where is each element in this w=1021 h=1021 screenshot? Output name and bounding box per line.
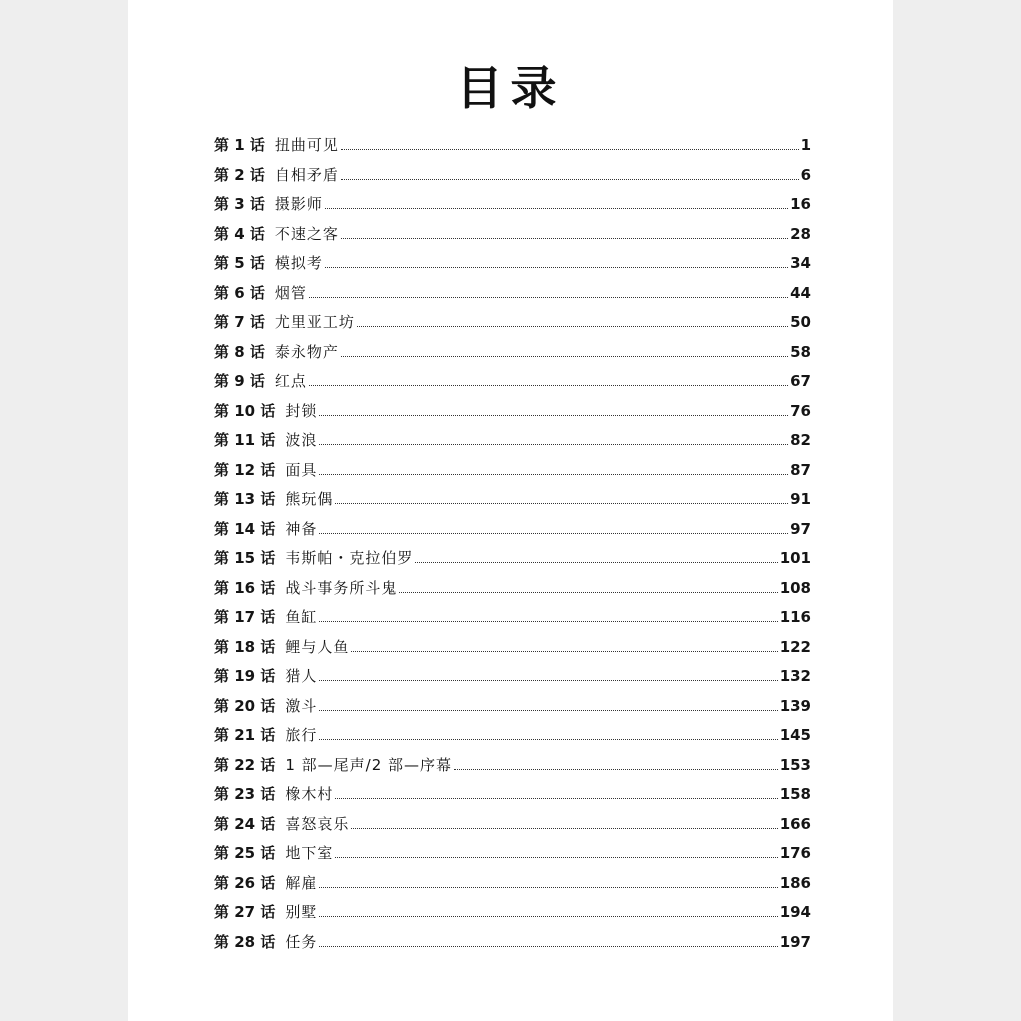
toc-entry: [214, 544, 811, 574]
toc-page-number: 82: [790, 431, 811, 449]
toc-dot-leader: [341, 238, 788, 239]
toc-episode-number: 第 20 话: [214, 696, 276, 715]
toc-episode-number: 第 26 话: [214, 873, 276, 892]
toc-dot-leader: [415, 562, 777, 563]
toc-entry: [214, 780, 811, 810]
toc-page-number: 91: [790, 490, 811, 508]
toc-dot-leader: [319, 739, 777, 740]
toc-dot-leader: [335, 857, 777, 858]
toc-entry: [214, 751, 811, 781]
toc-episode-title: 神备: [285, 519, 318, 538]
toc-page-number: 16: [790, 195, 811, 213]
toc-dot-leader: [399, 592, 777, 593]
toc-episode-number: 第 12 话: [214, 460, 276, 479]
toc-episode-number: 第 22 话: [214, 755, 276, 774]
toc-entry: [214, 869, 811, 899]
toc-episode-title: 猎人: [285, 667, 318, 685]
toc-dot-leader: [319, 474, 788, 475]
toc-episode-title: 模拟考: [274, 254, 323, 272]
toc-page-number: 6: [800, 165, 811, 184]
toc-page-number: 194: [779, 903, 811, 921]
toc-dot-leader: [351, 828, 777, 829]
toc-dot-leader: [319, 415, 788, 416]
toc-episode-title: 鲤与人鱼: [285, 637, 350, 656]
toc-episode-number: 第 1 话: [214, 136, 265, 154]
toc-dot-leader: [325, 267, 788, 268]
toc-episode-number: 第 19 话: [214, 667, 276, 685]
toc-dot-leader: [319, 444, 788, 445]
toc-page-number: 116: [779, 608, 811, 626]
toc-episode-title: 扭曲可见: [274, 136, 339, 154]
toc-entry: [214, 662, 811, 692]
toc-page-number: 58: [790, 342, 811, 361]
toc-page-number: 1: [800, 136, 811, 154]
toc-page-number: 108: [779, 578, 811, 597]
toc-entry: [214, 161, 811, 191]
toc-dot-leader: [325, 208, 788, 209]
toc-entry: [214, 839, 811, 869]
toc-episode-number: 第 28 话: [214, 932, 276, 951]
toc-entry: [214, 426, 811, 456]
toc-episode-title: 封锁: [285, 401, 318, 420]
toc-page-number: 28: [790, 224, 811, 243]
toc-page-number: 87: [790, 460, 811, 479]
toc-episode-number: 第 23 话: [214, 785, 276, 803]
toc-entry: [214, 928, 811, 958]
toc-dot-leader: [454, 769, 778, 770]
toc-episode-title: 尤里亚工坊: [274, 313, 355, 331]
toc-entry: [214, 692, 811, 722]
toc-page-number: 186: [779, 873, 811, 892]
toc-dot-leader: [309, 385, 788, 386]
toc-entry: [214, 131, 811, 161]
toc-entry: [214, 574, 811, 604]
toc-dot-leader: [341, 179, 799, 180]
toc-entry: [214, 898, 811, 928]
toc-dot-leader: [319, 621, 777, 622]
toc-dot-leader: [319, 533, 788, 534]
toc-episode-number: 第 5 话: [214, 254, 265, 272]
toc-episode-title: 烟管: [274, 283, 307, 302]
toc-episode-number: 第 6 话: [214, 283, 265, 302]
toc-entry: [214, 810, 811, 840]
toc-page-number: 132: [779, 667, 811, 685]
toc-episode-title: 喜怒哀乐: [285, 814, 350, 833]
toc-episode-title: 鱼缸: [285, 608, 318, 626]
toc-episode-title: 别墅: [285, 903, 318, 921]
toc-entry: [214, 338, 811, 368]
toc-episode-number: 第 14 话: [214, 519, 276, 538]
toc-page-number: 197: [779, 932, 811, 951]
toc-episode-number: 第 27 话: [214, 903, 276, 921]
toc-episode-title: 泰永物产: [274, 342, 339, 361]
toc-entry: [214, 397, 811, 427]
toc-page-number: 166: [779, 814, 811, 833]
toc-episode-number: 第 3 话: [214, 195, 265, 213]
toc-page-number: 101: [779, 549, 811, 567]
toc-episode-title: 1 部—尾声/2 部—序幕: [285, 755, 453, 774]
toc-episode-title: 摄影师: [274, 195, 323, 213]
toc-entry: [214, 249, 811, 279]
toc-episode-number: 第 17 话: [214, 608, 276, 626]
toc-entry: [214, 515, 811, 545]
toc-dot-leader: [351, 651, 777, 652]
toc-entry: [214, 603, 811, 633]
toc-episode-title: 解雇: [285, 873, 318, 892]
toc-dot-leader: [335, 798, 777, 799]
toc-entry: [214, 485, 811, 515]
toc-entry: [214, 220, 811, 250]
toc-episode-number: 第 25 话: [214, 844, 276, 862]
toc-dot-leader: [341, 356, 788, 357]
toc-episode-title: 面具: [285, 460, 318, 479]
document-page: [128, 0, 893, 1021]
toc-dot-leader: [319, 680, 777, 681]
toc-dot-leader: [319, 916, 777, 917]
toc-episode-title: 战斗事务所斗鬼: [285, 578, 398, 597]
toc-episode-title: 熊玩偶: [285, 490, 334, 508]
toc-episode-number: 第 18 话: [214, 637, 276, 656]
toc-page-number: 158: [779, 785, 811, 803]
toc-episode-number: 第 24 话: [214, 814, 276, 833]
toc-episode-title: 不速之客: [274, 224, 339, 243]
toc-page-number: 67: [790, 372, 811, 390]
toc-episode-number: 第 10 话: [214, 401, 276, 420]
toc-episode-title: 橡木村: [285, 785, 334, 803]
page-title: 目录: [456, 61, 565, 115]
toc-dot-leader: [319, 946, 777, 947]
toc-episode-number: 第 16 话: [214, 578, 276, 597]
toc-dot-leader: [341, 149, 799, 150]
toc-page-number: 76: [790, 401, 811, 420]
toc-dot-leader: [319, 710, 777, 711]
toc-entry: [214, 456, 811, 486]
toc-page-number: 176: [779, 844, 811, 862]
toc-episode-number: 第 7 话: [214, 313, 265, 331]
toc-episode-number: 第 4 话: [214, 224, 265, 243]
toc-episode-title: 红点: [274, 372, 307, 390]
toc-dot-leader: [357, 326, 788, 327]
toc-episode-number: 第 9 话: [214, 372, 265, 390]
toc-entry: [214, 190, 811, 220]
toc-page-number: 97: [790, 519, 811, 538]
toc-episode-title: 旅行: [285, 726, 318, 744]
toc-episode-title: 地下室: [285, 844, 334, 862]
table-of-contents: [214, 131, 811, 957]
toc-episode-number: 第 13 话: [214, 490, 276, 508]
toc-page-number: 44: [790, 283, 811, 302]
toc-page-number: 145: [779, 726, 811, 744]
toc-episode-title: 自相矛盾: [274, 165, 339, 184]
toc-episode-title: 波浪: [285, 431, 318, 449]
toc-page-number: 139: [779, 696, 811, 715]
toc-episode-number: 第 15 话: [214, 549, 276, 567]
toc-episode-title: 任务: [285, 932, 318, 951]
toc-page-number: 122: [779, 637, 811, 656]
toc-dot-leader: [335, 503, 788, 504]
toc-entry: [214, 633, 811, 663]
toc-episode-number: 第 2 话: [214, 165, 265, 184]
toc-dot-leader: [319, 887, 777, 888]
toc-entry: [214, 308, 811, 338]
toc-entry: [214, 279, 811, 309]
toc-entry: [214, 721, 811, 751]
toc-page-number: 50: [790, 313, 811, 331]
toc-entry: [214, 367, 811, 397]
toc-episode-number: 第 21 话: [214, 726, 276, 744]
toc-episode-title: 韦斯帕・克拉伯罗: [285, 549, 414, 567]
toc-page-number: 153: [779, 755, 811, 774]
toc-episode-number: 第 11 话: [214, 431, 276, 449]
toc-dot-leader: [309, 297, 788, 298]
toc-episode-number: 第 8 话: [214, 342, 265, 361]
toc-page-number: 34: [790, 254, 811, 272]
toc-episode-title: 激斗: [285, 696, 318, 715]
